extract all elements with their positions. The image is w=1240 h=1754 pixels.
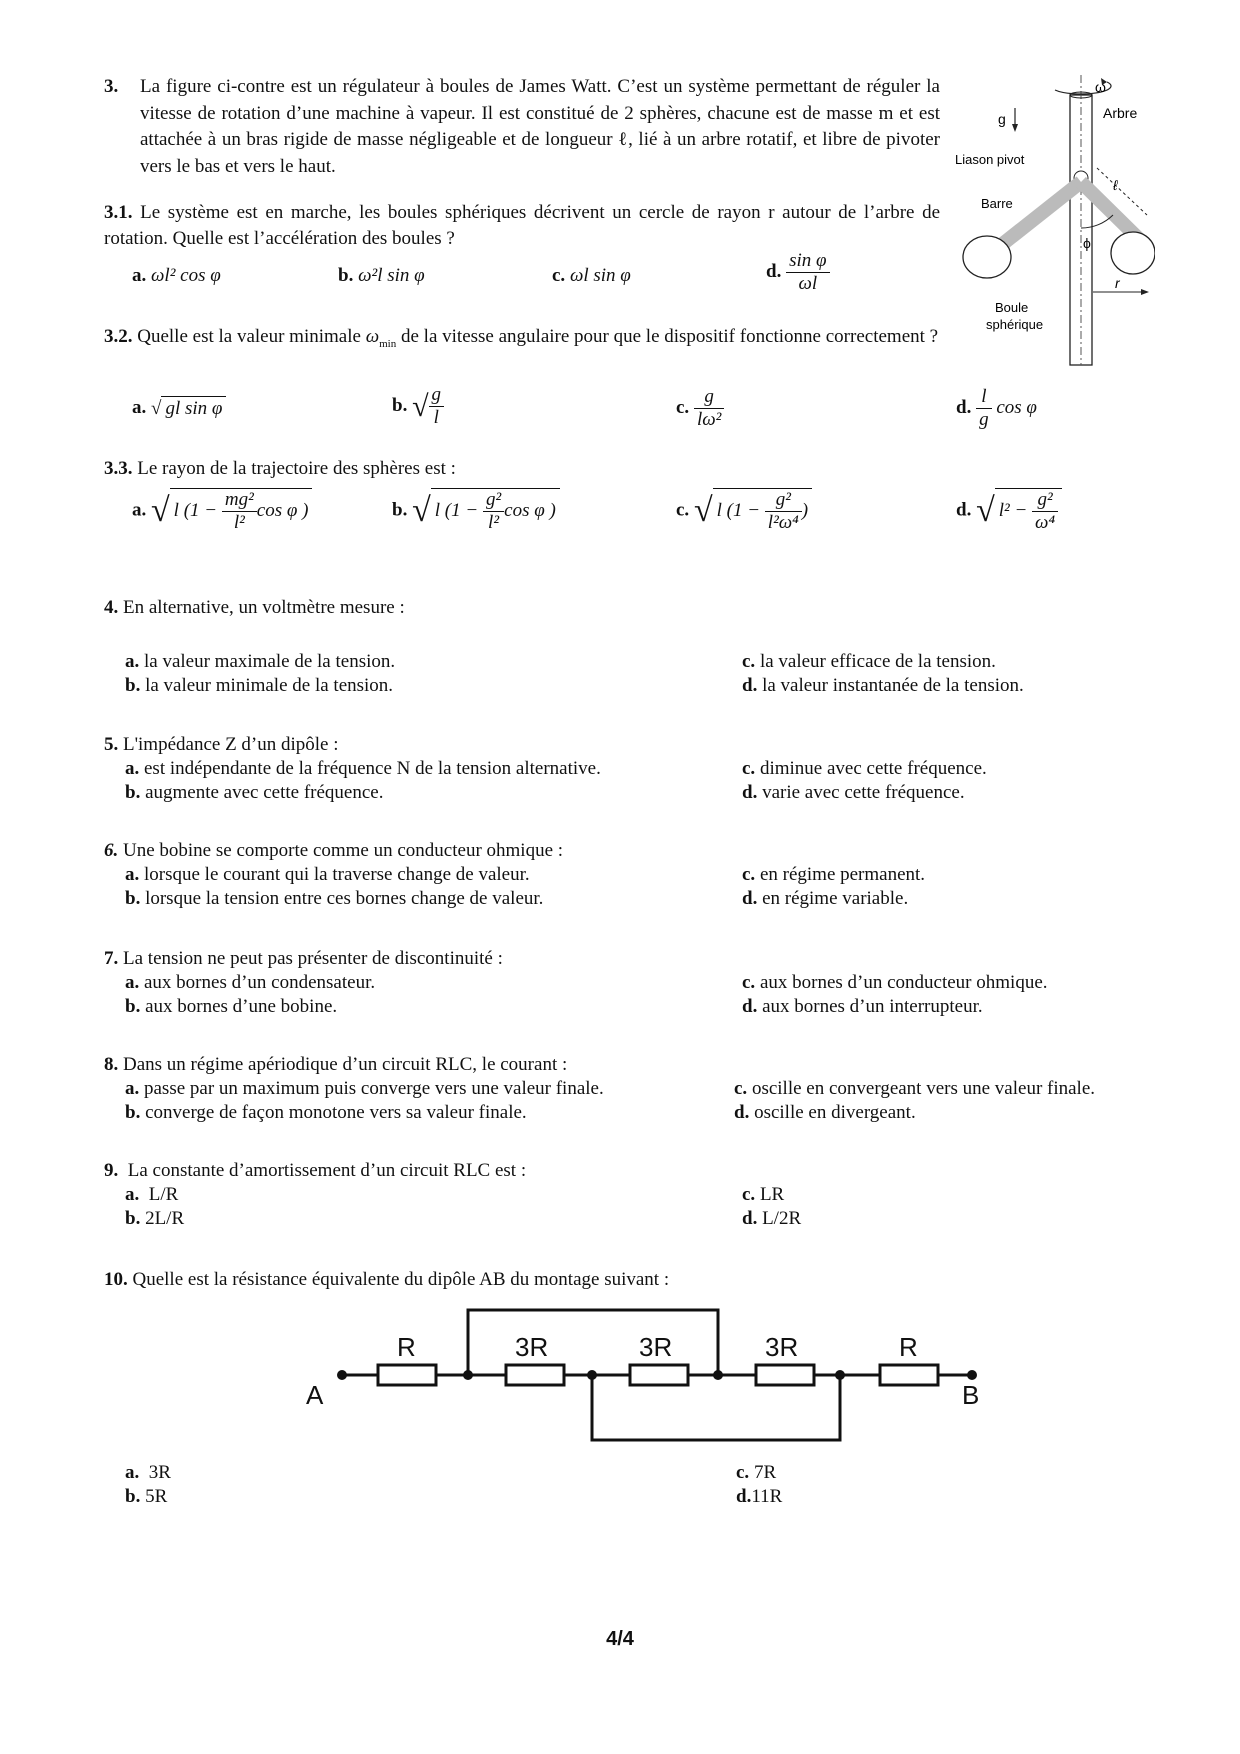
q33-number: 3.3. [104,458,133,479]
q32-option-c-num: g [694,386,724,409]
q31-option-a-expr: ωl² cos φ [151,265,221,286]
q6-option-d-text: en régime variable. [762,888,909,909]
q5-option-b-letter: b. [125,782,141,803]
fig-barre-label: Barre [981,196,1013,211]
q6-number: 6. [104,840,119,861]
q32-option-d-letter: d. [956,396,972,418]
q32-option-b-letter: b. [392,394,408,416]
bar-left [995,182,1081,250]
label-r1: R [397,1332,416,1362]
q33-option-d-num: g² [1032,489,1058,512]
q6-option-b-text: lorsque la tension entre ces bornes change de valeur. [145,888,544,909]
q31-option-b-letter: b. [338,265,354,286]
node-b [967,1370,977,1380]
q10-option-b-letter: b. [125,1486,141,1507]
q32-option-d-den: g [979,409,989,430]
q10-option-d-text: 11R [751,1486,783,1507]
fig-phi-label: ϕ [1083,235,1091,251]
node-3 [713,1370,723,1380]
q33-option-b-post: cos φ ) [504,499,556,521]
q33-option-b-letter: b. [392,499,408,521]
resistor-1 [378,1365,436,1385]
label-b: B [962,1380,980,1410]
q33-option-a-pre: l (1 − [173,499,218,521]
q6-option-a[interactable] [125,863,530,887]
q5-option-a-letter: a. [125,758,140,779]
q8-block [104,1053,567,1077]
q8-option-c-letter: c. [734,1078,748,1099]
q7-option-a[interactable] [125,971,375,995]
q31-option-a[interactable] [132,264,221,288]
resistor-4 [756,1365,814,1385]
node-a [337,1370,347,1380]
q33-option-a-letter: a. [132,499,147,521]
q33-option-b-pre: l (1 − [434,499,479,521]
page-number: 4/4 [606,1628,634,1650]
q5-text: L'impédance Z d’un dipôle : [123,734,339,755]
q31-text: Le système est en marche, les boules sphériques décrivent un cercle de rayon r autour de l’arbre de rotation. Quelle est l’accélération des boules ? [104,202,941,249]
q31-option-b-expr: ω²l sin φ [358,265,425,286]
q7-option-b-text: aux bornes d’une bobine. [145,996,338,1017]
q33-option-b-den: l² [488,512,500,533]
q5-option-c-letter: c. [742,758,756,779]
q7-option-c-letter: c. [742,972,756,993]
q7-option-d-letter: d. [742,996,758,1017]
q8-option-d[interactable] [734,1101,916,1125]
q32-number: 3.2. [104,326,133,347]
q33-option-c-den: l²ω⁴ [767,512,799,533]
q33-option-d-pre: l² − [998,499,1028,521]
q9-option-c-letter: c. [742,1184,756,1205]
node-2 [587,1370,597,1380]
q8-option-a-text: passe par un maximum puis converge vers une valeur finale. [144,1078,604,1099]
q10-option-c-text: 7R [753,1462,777,1483]
q7-option-a-text: aux bornes d’un condensateur. [144,972,376,993]
q5-option-a-text: est indépendante de la fréquence N de la tension alternative. [144,758,601,779]
q4-option-c-letter: c. [742,651,756,672]
q6-option-b-letter: b. [125,888,141,909]
q6-option-d[interactable] [742,887,908,911]
q9-option-b-letter: b. [125,1208,141,1229]
q4-option-a-text: la valeur maximale de la tension. [144,651,396,672]
q8-option-a[interactable] [125,1077,604,1101]
g-arrowhead [1012,124,1018,132]
q9-option-c-text: LR [759,1184,785,1205]
q33-option-c[interactable]: c. √ l (1 − $\frac{\text{g²}}{\text{l²ω⁴}}$ ) [676,488,812,534]
q32-option-c[interactable] [676,386,724,431]
node-4 [835,1370,845,1380]
q6-block [104,839,563,863]
q32-option-d-num: l [976,386,992,409]
q10-option-b-text: 5R [145,1486,168,1507]
resistor-5 [880,1365,938,1385]
fig-boule-label: Boule [995,300,1029,315]
q33-option-a-den: l² [233,512,245,533]
q33-option-c-num: g² [765,489,802,512]
q10-number: 10 [104,1269,123,1290]
q9-block [104,1159,526,1183]
q7-number: 7. [104,948,119,969]
q8-option-c[interactable] [734,1077,1095,1101]
q9-option-a-text: L/R [148,1184,179,1205]
fig-ell-label: ℓ [1113,177,1118,193]
fig-arbre-label: Arbre [1103,105,1138,121]
q3-number: 3. [104,76,119,97]
q4-text: En alternative, un voltmètre mesure : [123,597,405,618]
q33-option-d[interactable]: d. √ l² − $\frac{\text{g²}}{\text{ω⁴}}$ [956,488,1062,534]
q31-option-c-expr: ωl sin φ [569,265,631,286]
q4-option-a[interactable] [125,650,395,674]
resistor-3 [630,1365,688,1385]
q7-block [104,947,503,971]
circuit-diagram [300,1300,1000,1450]
q9-option-b[interactable] [125,1207,184,1231]
q4-option-d[interactable] [742,674,1024,698]
q31-option-d-den: ωl [798,273,818,294]
label-a: A [306,1380,324,1410]
q10-block: 10. Quelle est la résistance équivalente du dipôle AB du montage suivant : [104,1269,670,1290]
q8-option-b-letter: b. [125,1102,141,1123]
q6-option-d-letter: d. [742,888,758,909]
q7-option-d-text: aux bornes d’un interrupteur. [762,996,983,1017]
q32-text-after: de la vitesse angulaire pour que le dispositif fonctionne correctement ? [401,326,939,347]
q4-block [104,596,405,620]
q7-option-c-text: aux bornes d’un conducteur ohmique. [759,972,1048,993]
q4-option-b-letter: b. [125,675,141,696]
q32-option-b-num: g [429,384,445,407]
fig-liaison-label: Liason pivot [955,152,1025,167]
q10-option-b[interactable] [125,1485,167,1509]
q10-option-c-letter: c. [736,1462,750,1483]
q4-option-c-text: la valeur efficace de la tension. [759,651,996,672]
q33-option-b-num: g² [483,489,504,512]
fig-spherique-label: sphérique [986,317,1044,332]
q32-option-c-letter: c. [676,396,690,418]
q32-option-d[interactable] [956,386,1037,431]
q32-symbol: ω [365,326,380,347]
q8-text: Dans un régime apériodique d’un circuit RLC, le courant : [123,1054,568,1075]
q32-option-b[interactable]: b. √ $\frac{g}{l}$ [392,384,444,429]
q5-option-a[interactable] [125,757,601,781]
q7-option-a-letter: a. [125,972,140,993]
q3-text: La figure ci-contre est un régulateur à boules de James Watt. C’est un système permettant de réguler la vitesse de rotation d’une machine à vapeur. Il est constitué de 2 sphères, chacune est de masse m et est attachée à un bras rigide de masse négligeable et de longueur ℓ, lié à un arbre rotatif, et libre de pivoter vers le bas et vers le haut. [140,76,940,177]
sphere-right [1111,232,1155,274]
q8-option-d-text: oscille en divergeant. [754,1102,916,1123]
q31-option-a-letter: a. [132,265,147,286]
q32-subscript: min [379,337,397,350]
q33-option-c-letter: c. [676,499,690,521]
q9-option-c[interactable] [742,1183,784,1207]
q5-option-c-text: diminue avec cette fréquence. [759,758,987,779]
q7-text: La tension ne peut pas présenter de discontinuité : [123,948,503,969]
q6-option-c[interactable] [742,863,925,887]
q33-option-a-num: mg² [222,489,257,512]
q10-option-a-text: 3R [148,1462,171,1483]
bar-right [1081,182,1140,240]
fig-r-label: r [1115,275,1120,291]
q10-option-d-letter: d. [736,1486,752,1507]
q4-option-b-text: la valeur minimale de la tension. [145,675,394,696]
q10-text: Quelle est la résistance équivalente du dipôle AB du montage suivant : [132,1269,670,1290]
q33-option-d-letter: d. [956,499,972,521]
q9-option-d[interactable] [742,1207,801,1231]
q9-option-d-letter: d. [742,1208,758,1229]
sphere-left [963,236,1011,278]
q8-number: 8. [104,1054,119,1075]
q4-number: 4. [104,597,119,618]
q7-option-b[interactable] [125,995,337,1019]
q8-option-a-letter: a. [125,1078,140,1099]
q33-option-d-den: ω⁴ [1035,512,1056,533]
q9-option-a[interactable] [125,1183,178,1207]
q33-option-c-post: ) [801,499,809,521]
q32-option-a-letter: a. [132,397,147,418]
q5-option-d[interactable] [742,781,965,805]
resistor-2 [506,1365,564,1385]
q7-option-c[interactable] [742,971,1048,995]
label-r4: 3R [765,1332,799,1362]
q5-option-b-text: augmente avec cette fréquence. [145,782,384,803]
q9-option-d-text: L/2R [762,1208,802,1229]
q10-option-a-letter: a. [125,1462,140,1483]
q4-option-a-letter: a. [125,651,140,672]
fig-omega-label: ω [1095,79,1106,95]
q8-option-c-text: oscille en convergeant vers une valeur finale. [751,1078,1096,1099]
q5-block [104,733,339,757]
q33-option-c-pre: l (1 − [716,499,761,521]
q4-option-b[interactable] [125,674,393,698]
q5-option-b[interactable] [125,781,383,805]
q10-option-d[interactable] [736,1485,782,1509]
q4-option-c[interactable] [742,650,996,674]
label-r5: R [899,1332,918,1362]
q6-option-c-letter: c. [742,864,756,885]
q9-number: 9. [104,1160,119,1181]
q8-option-b-text: converge de façon monotone vers sa valeur finale. [145,1102,527,1123]
q5-option-d-text: varie avec cette fréquence. [762,782,965,803]
q32-option-d-tail: cos φ [996,396,1037,418]
q9-option-a-letter: a. [125,1184,140,1205]
q33-option-b[interactable]: b. √ l (1 − $\frac{\text{g²}}{\text{l²}}$ cos φ ) [392,488,560,534]
q31-option-d[interactable] [766,250,830,295]
fig-g-label: g [998,111,1006,127]
q31-block [104,200,940,252]
q33-option-a[interactable]: a. √ l (1 − $\frac{\text{mg²}}{\text{l²}}$ cos φ ) [132,488,312,534]
q5-number: 5. [104,734,119,755]
q31-number: 3.1. [104,202,133,223]
node-1 [463,1370,473,1380]
r-arrowhead [1141,289,1149,295]
q10-option-c[interactable] [736,1461,776,1485]
watt-regulator-figure [955,70,1155,370]
label-r2: 3R [515,1332,549,1362]
q6-option-a-letter: a. [125,864,140,885]
q7-option-b-letter: b. [125,996,141,1017]
q32-text-before: Quelle est la valeur minimale [137,326,361,347]
q5-option-c[interactable] [742,757,987,781]
q6-option-a-text: lorsque le courant qui la traverse change de valeur. [144,864,530,885]
q32-block [104,322,940,359]
label-r3: 3R [639,1332,673,1362]
q31-option-c-letter: c. [552,265,566,286]
q31-option-d-letter: d. [766,260,782,282]
q32-option-a-radicand: gl sin φ [161,396,226,421]
q32-option-a[interactable]: a. √ gl sin φ [132,396,226,421]
q33-block [104,457,456,481]
q33-text: Le rayon de la trajectoire des sphères est : [137,458,456,479]
q9-option-b-text: 2L/R [145,1208,185,1229]
q6-text: Une bobine se comporte comme un conducteur ohmique : [123,840,564,861]
q8-option-b[interactable] [125,1101,527,1125]
q31-option-d-num: sin φ [786,250,829,273]
q10-option-a[interactable] [125,1461,171,1485]
q31-option-b[interactable] [338,264,425,288]
q32-option-b-den: l [433,407,439,428]
q3-block [104,74,940,180]
q4-option-d-letter: d. [742,675,758,696]
q32-option-c-den: lω² [696,409,722,430]
q7-option-d[interactable] [742,995,983,1019]
q9-text: La constante d’amortissement d’un circuit RLC est : [127,1160,527,1181]
q33-option-a-post: cos φ ) [256,499,309,521]
q31-option-c[interactable] [552,264,631,288]
q8-option-d-letter: d. [734,1102,750,1123]
q6-option-c-text: en régime permanent. [759,864,926,885]
q5-option-d-letter: d. [742,782,758,803]
q6-option-b[interactable] [125,887,543,911]
q4-option-d-text: la valeur instantanée de la tension. [762,675,1024,696]
